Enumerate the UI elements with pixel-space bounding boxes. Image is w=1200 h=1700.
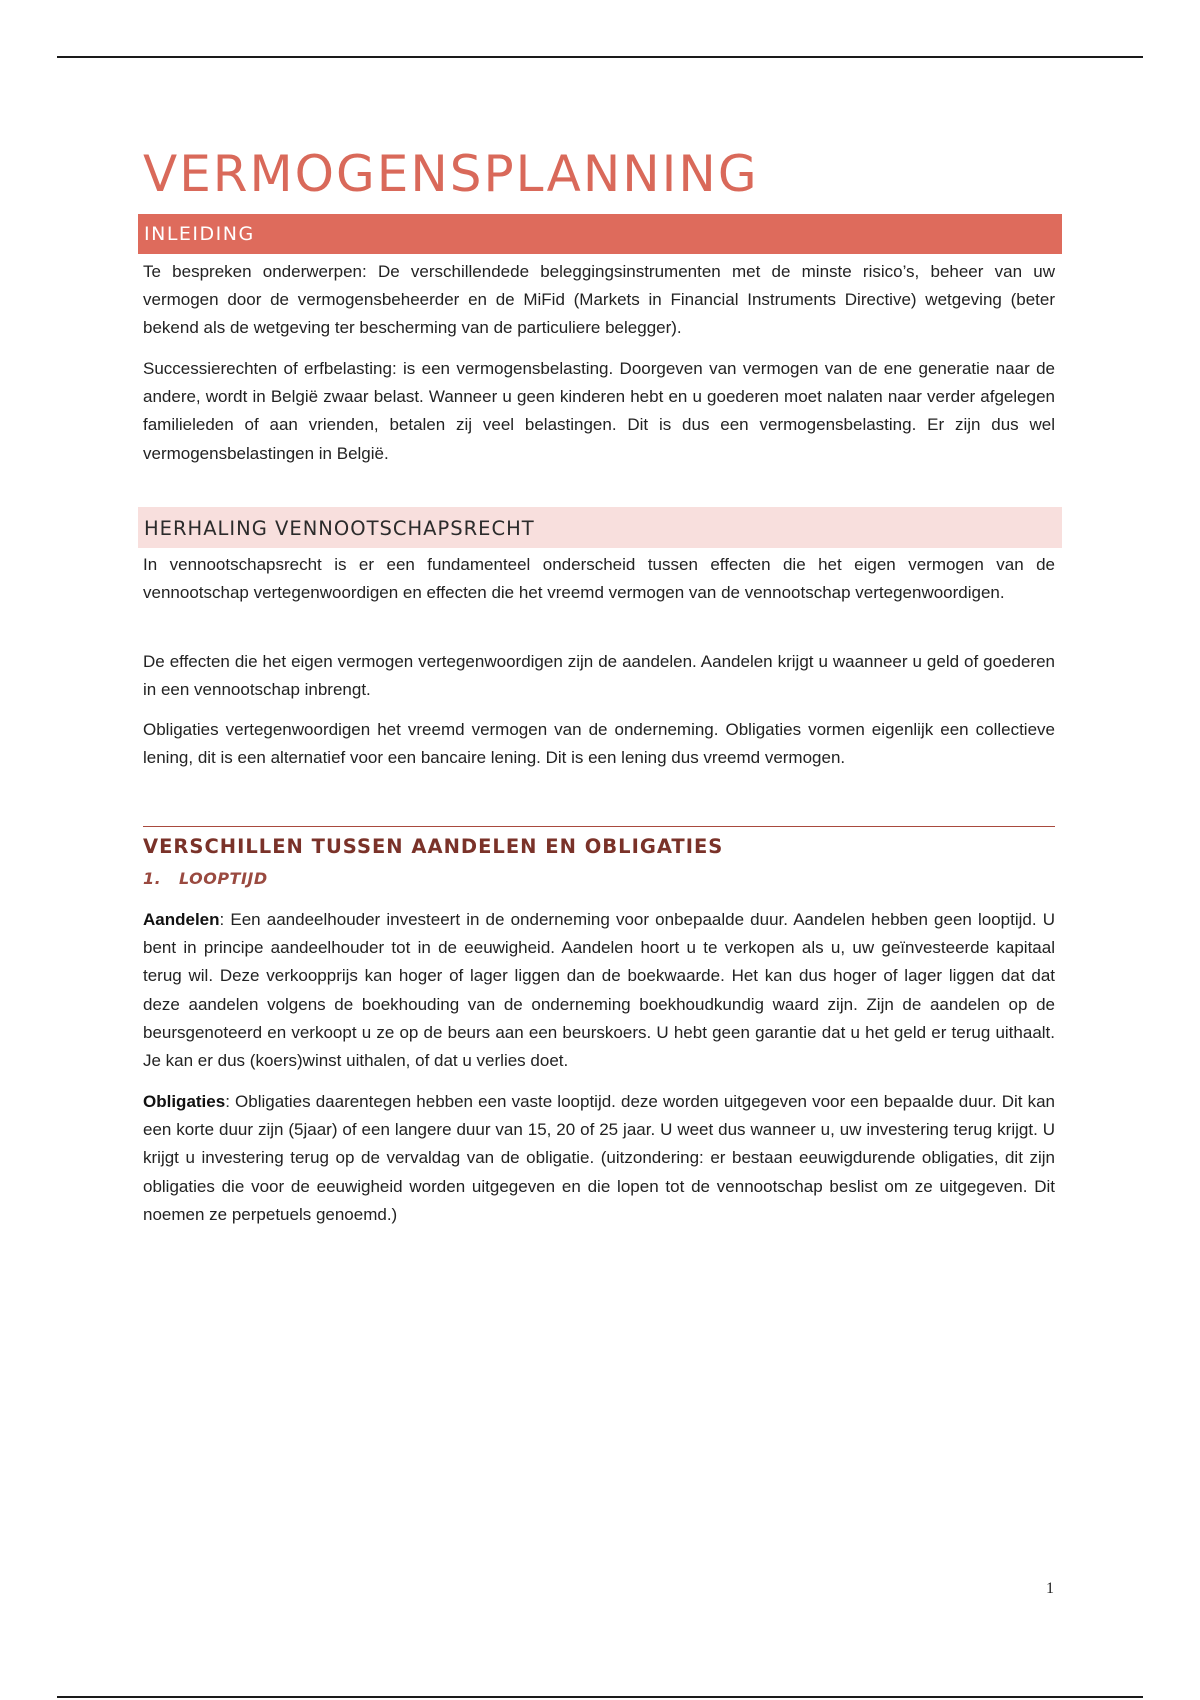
footer-rule [57, 1696, 1143, 1698]
paragraph-obligaties [143, 1088, 1055, 1229]
document-title: VERMOGENSPLANNING [143, 145, 759, 203]
subheading-looptijd [143, 869, 268, 888]
section-divider [143, 826, 1055, 827]
page-number: 1 [1046, 1580, 1054, 1597]
paragraph: Successierechten of erfbelasting: is een vermogensbelasting. Doorgeven van vermogen van de ene generatie naar de andere, wordt in België zwaar belast. Wanneer u geen kinderen hebt en u goederen moet nalaten naar verder afgelegen familieleden of aan vrienden, betalen zij veel belastingen. Dit is dus een vermogensbelasting. Er zijn dus wel vermogensbelastingen in België. [143, 359, 1055, 463]
paragraph-aandelen [143, 906, 1055, 1075]
paragraph-text: : Een aandeelhouder investeert in de onderneming voor onbepaalde duur. Aandelen hebben geen looptijd. U bent in principe aandeelhouder tot in de eeuwigheid. Aandelen hoort u te verkopen als u, uw geïnvesteerde kapitaal terug wil. Deze verkoopprijs kan hoger of lager liggen dan de boekwaarde. Het kan dus hoger of lager liggen dat dat deze aandelen volgens de boekhouding van de onderneming boekhoudkundig waard zijn. Zijn de aandelen op de beursgenoteerd en verkoopt u ze op de beurs aan een beurskoers. U hebt geen garantie dat u het geld er terug uithaalt. Je kan er dus (koers)winst uithalen, of dat u verlies doet. [143, 910, 1055, 1071]
section-heading-herhaling: HERHALING VENNOOTSCHAPSRECHT [144, 517, 535, 540]
paragraph-text: : Obligaties daarentegen hebben een vaste looptijd. deze worden uitgegeven voor een bepaalde duur. Dit kan een korte duur zijn (5jaar) of een langere duur van 15, 20 of 25 jaar. U weet dus wanneer u, uw investering terug krijgt. U krijgt u investering terug op de vervaldag van de obligatie. (uitzondering: er bestaan eeuwigdurende obligaties, dit zijn obligaties die voor de eeuwigheid worden uitgegeven en die lopen tot de vennootschap beslist om ze uitgegeven. Dit noemen ze perpetuels genoemd.) [143, 1092, 1055, 1224]
term-obligaties: Obligaties [143, 1092, 226, 1111]
section-band-inleiding [138, 214, 1062, 254]
paragraph: De effecten die het eigen vermogen vertegenwoordigen zijn de aandelen. Aandelen krijgt u waanneer u geld of goederen in een vennootschap inbrengt. [143, 652, 1055, 700]
term-aandelen: Aandelen [143, 910, 220, 929]
section-heading-inleiding: INLEIDING [144, 223, 255, 245]
section-heading-verschillen: VERSCHILLEN TUSSEN AANDELEN EN OBLIGATIES [143, 835, 724, 858]
header-rule [57, 56, 1143, 58]
subheading-number: 1. [143, 869, 162, 888]
section-band-herhaling [138, 507, 1062, 548]
paragraph: Te bespreken onderwerpen: De verschillendede beleggingsinstrumenten met de minste risico’s, beheer van uw vermogen door de vermogensbeheerder en de MiFid (Markets in Financial Instruments Directive) wetgeving (beter bekend als de wetgeving ter bescherming van de particuliere belegger). [143, 262, 1055, 338]
paragraph: Obligaties vertegenwoordigen het vreemd vermogen van de onderneming. Obligaties vormen eigenlijk een collectieve lening, dit is een alternatief voor een bancaire lening. Dit is een lening dus vreemd vermogen. [143, 720, 1055, 768]
paragraph: In vennootschapsrecht is er een fundamenteel onderscheid tussen effecten die het eigen vermogen van de vennootschap vertegenwoordigen en effecten die het vreemd vermogen van de vennootschap vertegenwoordigen. [143, 555, 1055, 603]
subheading-label: LOOPTIJD [179, 869, 268, 888]
